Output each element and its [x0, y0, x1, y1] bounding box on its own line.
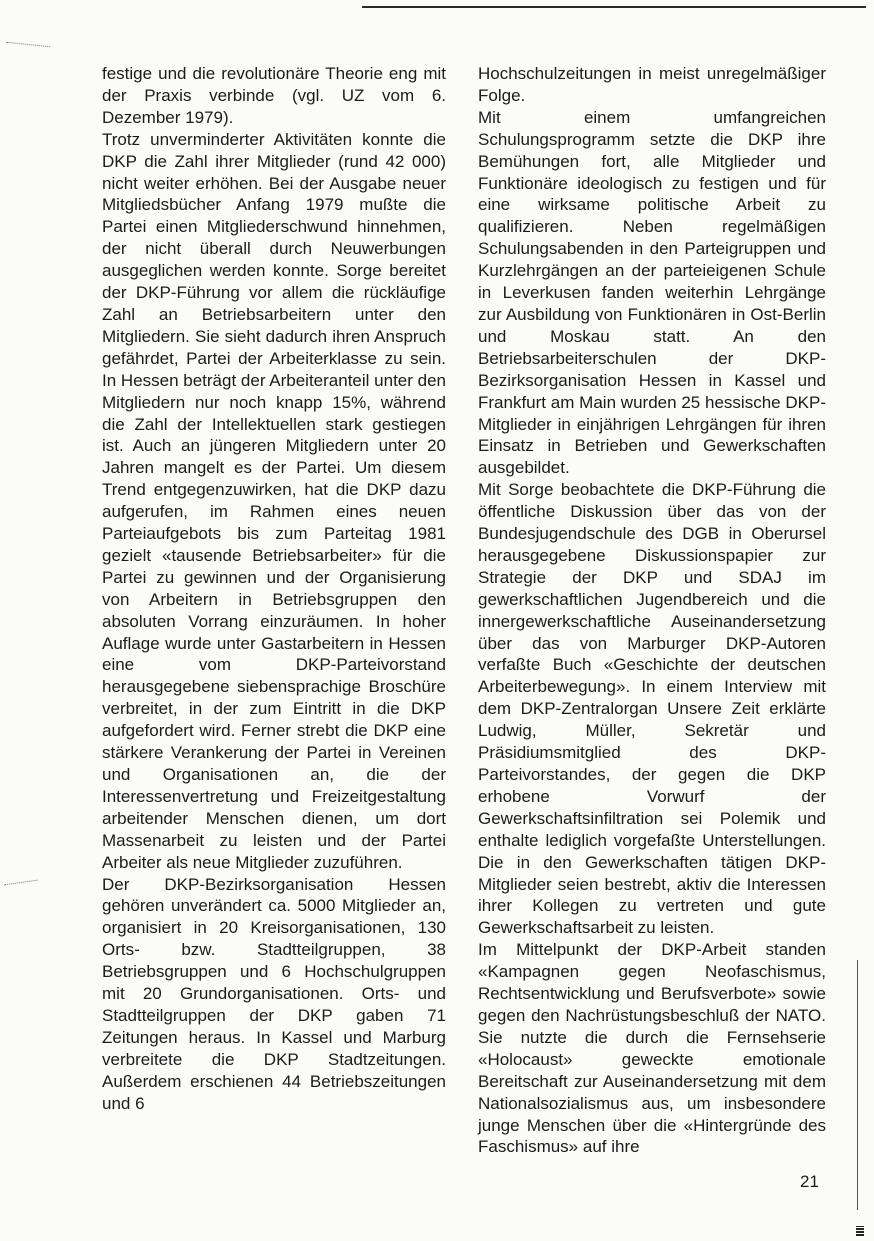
scan-mark	[4, 880, 38, 890]
paragraph: Hochschulzeitungen in meist unregelmäßiger Folge.	[478, 64, 826, 105]
paragraph: festige und die revolutionäre Theorie eng mit der Praxis verbinde (vgl. UZ vom 6. Dezember 1979).	[102, 64, 446, 127]
paragraph: Mit Sorge beobachtete die DKP-Führung die öffentliche Diskussion über das von der Bundesjugendschule des DGB in Oberursel herausgegebene Diskussionspapier zur Strategie der DKP und SDAJ im gewerkschaftlichen Jugendbereich und die innergewerkschaftliche Auseinandersetzung über das von Marburger DKP-Autoren verfaßte Buch «Geschichte der deutschen Arbeiterbewegung». In einem Interview mit dem DKP-Zentralorgan Unsere Zeit erklärte Ludwig, Müller, Sekretär und Präsidiumsmitglied des DKP-Parteivorstandes, der gegen die DKP erhobene Vorwurf der Gewerkschaftsinfiltration sei Polemik und enthalte lediglich vorgefaßte Unterstellungen. Die in den Gewerkschaften tätigen DKP-Mitglieder seien bestrebt, aktiv die Interessen ihrer Kollegen zu vertreten und gute Gewerkschaftsarbeit zu leisten.	[478, 480, 826, 938]
scan-mark	[6, 42, 50, 54]
paragraph: Der DKP-Bezirksorganisation Hessen gehören unverändert ca. 5000 Mitglieder an, organisiert in 20 Kreisorganisationen, 130 Orts- bzw. Stadtteilgruppen, 38 Betriebsgruppen und 6 Hochschulgruppen mit 20 Grundorganisationen. Orts- und Stadtteilgruppen der DKP gaben 71 Zeitungen heraus. In Kassel und Marburg verbreitete die DKP Stadtzeitungen. Außerdem erschienen 44 Betriebszeitungen und 6	[102, 874, 446, 1113]
corner-mark	[856, 1226, 864, 1236]
right-column	[478, 63, 826, 1158]
right-edge-line	[857, 960, 858, 1210]
left-column	[102, 63, 446, 1115]
paragraph: Trotz unverminderter Aktivitäten konnte die DKP die Zahl ihrer Mitglieder (rund 42 000) nicht weiter erhöhen. Bei der Ausgabe neuer Mitgliedsbücher Anfang 1979 mußte die Partei einen Mitgliederschwund hinnehmen, der nicht überall durch Neuwerbungen ausgeglichen werden konnte. Sorge bereitet der DKP-Führung vor allem die rückläufige Zahl an Betriebsarbeitern unter den Mitgliedern. Sie sieht dadurch ihren Anspruch gefährdet, Partei der Arbeiterklasse zu sein. In Hessen beträgt der Arbeiteranteil unter den Mitgliedern nur noch knapp 15%, während die Zahl der Intellektuellen stark gestiegen ist. Auch an jüngeren Mitgliedern unter 20 Jahren mangelt es der Partei. Um diesem Trend entgegenzuwirken, hat die DKP dazu aufgerufen, im Rahmen eines neuen Parteiaufgebots bis zum Parteitag 1981 gezielt «tausende Betriebsarbeiter» für die Partei zu gewinnen und der Organisierung von Arbeitern in Betriebsgruppen den absoluten Vorrang einzuräumen. In hoher Auflage wurde unter Gastarbeitern in Hessen eine vom DKP-Parteivorstand herausgegebene siebensprachige Broschüre verbreitet, in der zum Eintritt in die DKP aufgefordert wird. Ferner strebt die DKP eine stärkere Verankerung der Partei in Vereinen und Organisationen an, die der Interessenvertretung und Freizeitgestaltung arbeitender Menschen dienen, um dort Massenarbeit zu leisten und der Partei Arbeiter als neue Mitglieder zuzuführen.	[102, 129, 446, 872]
paragraph: Im Mittelpunkt der DKP-Arbeit standen «Kampagnen gegen Neofaschismus, Rechtsentwicklung und Berufsverbote» sowie gegen den Nachrüstungsbeschluß der NATO. Sie nutzte die durch die Fernsehserie «Holocaust» geweckte emotionale Bereitschaft zur Auseinandersetzung mit dem Nationalsozialismus aus, um insbesondere junge Menschen über die «Hintergründe des Faschismus» auf ihre	[478, 940, 826, 1157]
page-number: 21	[800, 1172, 819, 1191]
paragraph: Mit einem umfangreichen Schulungsprogramm setzte die DKP ihre Bemühungen fort, alle Mitglieder und Funktionäre ideologisch zu festigen und für eine wirksame politische Arbeit zu qualifizieren. Neben regelmäßigen Schulungsabenden in den Parteigruppen und Kurzlehrgängen an der parteieigenen Schule in Leverkusen fanden weiterhin Lehrgänge zur Ausbildung von Funktionären in Ost-Berlin und Moskau statt. An den Betriebsarbeiterschulen der DKP-Bezirksorganisation Hessen in Kassel und Frankfurt am Main wurden 25 hessische DKP-Mitglieder in einjährigen Lehrgängen für ihren Einsatz in Betrieben und Gewerkschaften ausgebildet.	[478, 107, 826, 478]
top-rule	[362, 6, 866, 8]
